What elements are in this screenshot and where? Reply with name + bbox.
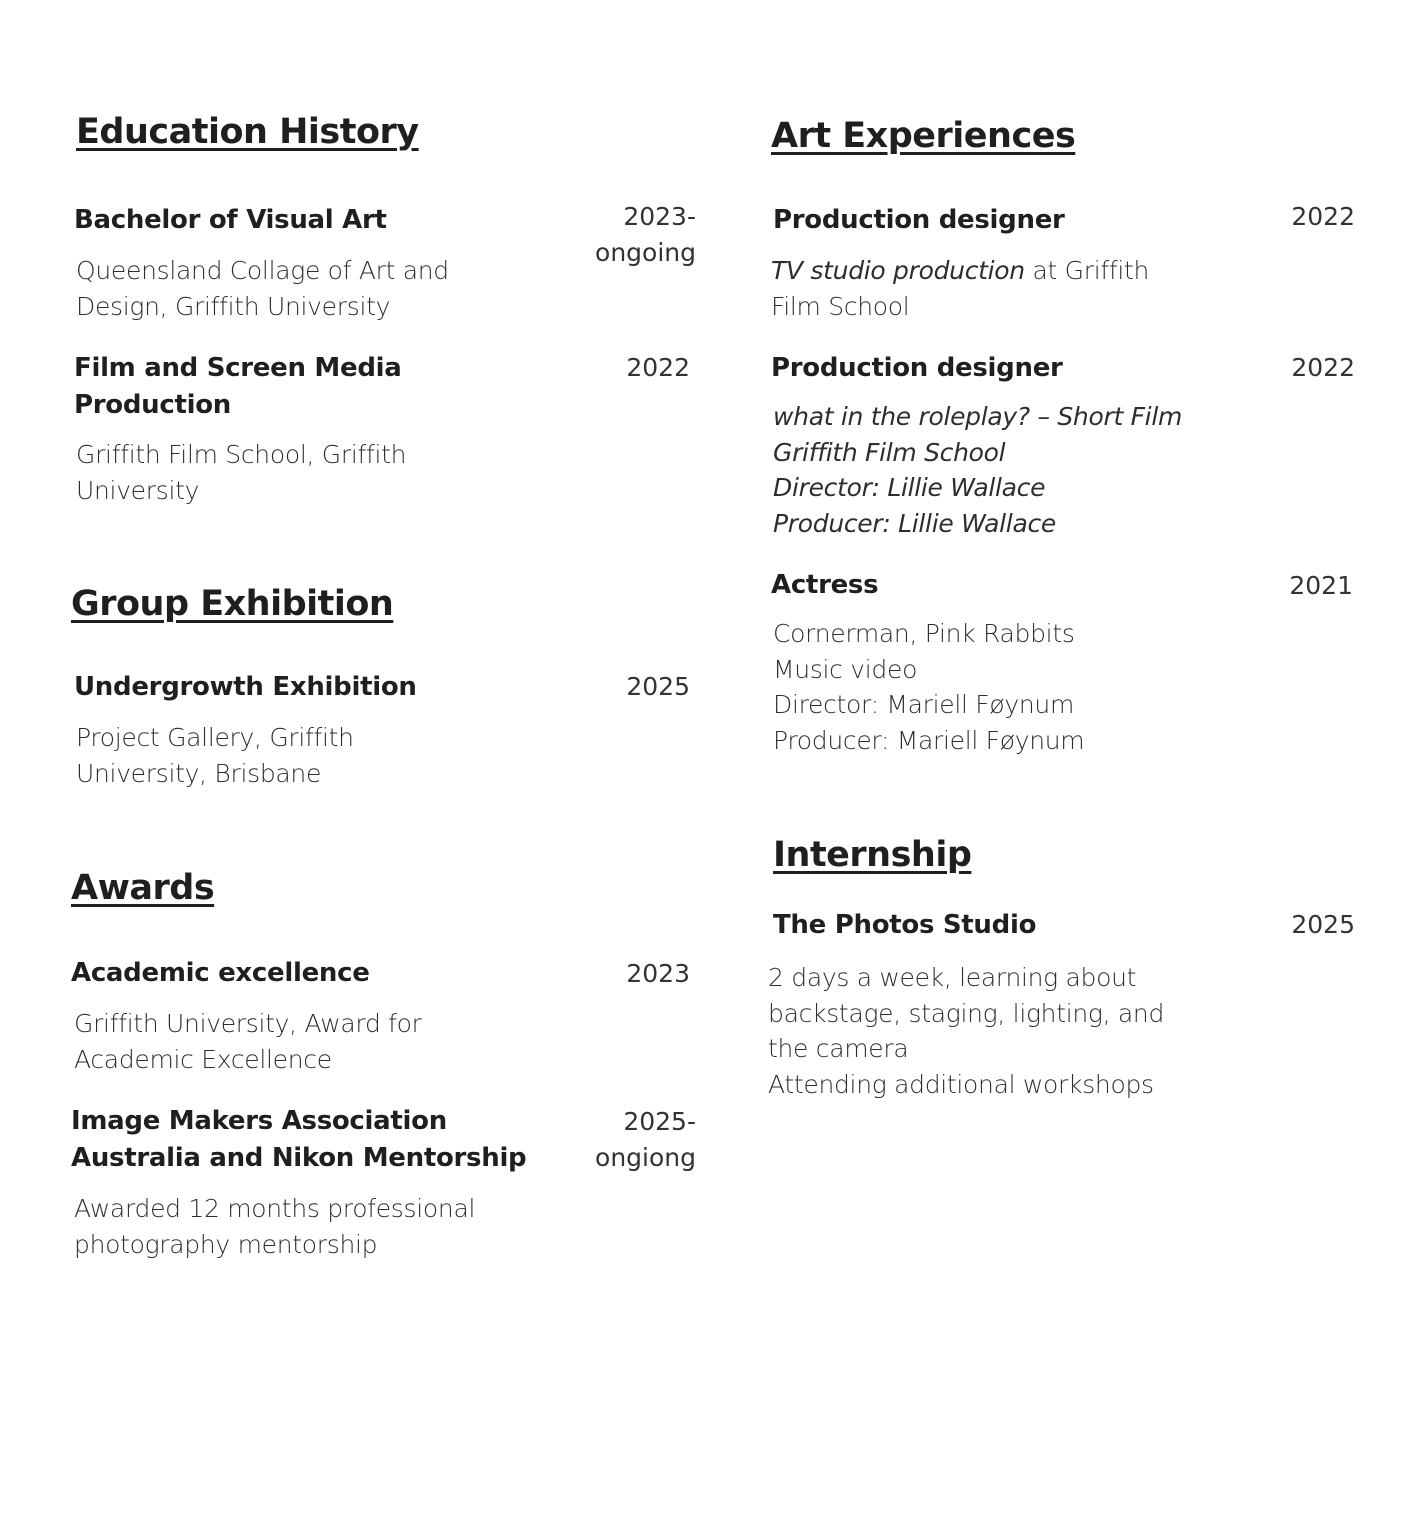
art-experiences-heading: Art Experiences bbox=[771, 116, 1076, 156]
education-title: Film and Screen Media Production bbox=[74, 353, 402, 420]
award-desc: Awarded 12 months professional photography mentorship bbox=[74, 1194, 476, 1259]
experience-desc: what in the roleplay? – Short Film Griffith Film School Director: Lillie Wallace Producer: Lillie Wallace bbox=[773, 402, 1183, 538]
internship-heading: Internship bbox=[773, 835, 972, 875]
award-desc: Griffith University, Award for Academic Excellence bbox=[74, 1009, 422, 1074]
experience-title: Production designer bbox=[773, 205, 1065, 235]
experience-desc: TV studio production at Griffith Film School bbox=[771, 256, 1150, 321]
education-desc: Griffith Film School, Griffith University bbox=[76, 440, 407, 505]
education-desc: Queensland Collage of Art and Design, Griffith University bbox=[76, 256, 449, 321]
education-heading: Education History bbox=[76, 112, 419, 152]
exhibition-year: 2025 bbox=[626, 672, 690, 701]
internship-year: 2025 bbox=[1291, 910, 1355, 939]
experience-year: 2022 bbox=[1291, 353, 1355, 382]
awards-heading: Awards bbox=[71, 868, 215, 908]
experience-title: Actress bbox=[771, 570, 879, 600]
experience-year: 2022 bbox=[1291, 202, 1355, 231]
group-exhibition-heading: Group Exhibition bbox=[71, 584, 394, 624]
award-title: Academic excellence bbox=[71, 958, 370, 988]
experience-year: 2021 bbox=[1289, 571, 1353, 600]
award-year: 2025- ongiong bbox=[595, 1107, 696, 1172]
experience-desc: Cornerman, Pink Rabbits Music video Director: Mariell Føynum Producer: Mariell Føynum bbox=[773, 619, 1085, 755]
exhibition-title: Undergrowth Exhibition bbox=[74, 672, 417, 702]
exhibition-desc: Project Gallery, Griffith University, Brisbane bbox=[76, 723, 354, 788]
experience-title: Production designer bbox=[771, 353, 1063, 383]
award-title: Image Makers Association Australia and Nikon Mentorship bbox=[71, 1106, 527, 1173]
award-year: 2023 bbox=[626, 959, 690, 988]
education-year: 2023- ongoing bbox=[595, 202, 696, 267]
education-year: 2022 bbox=[626, 353, 690, 382]
internship-title: The Photos Studio bbox=[773, 910, 1037, 940]
internship-desc: 2 days a week, learning about backstage, staging, lighting, and the camera Attending additional workshops bbox=[768, 963, 1165, 1099]
education-title: Bachelor of Visual Art bbox=[74, 205, 387, 235]
